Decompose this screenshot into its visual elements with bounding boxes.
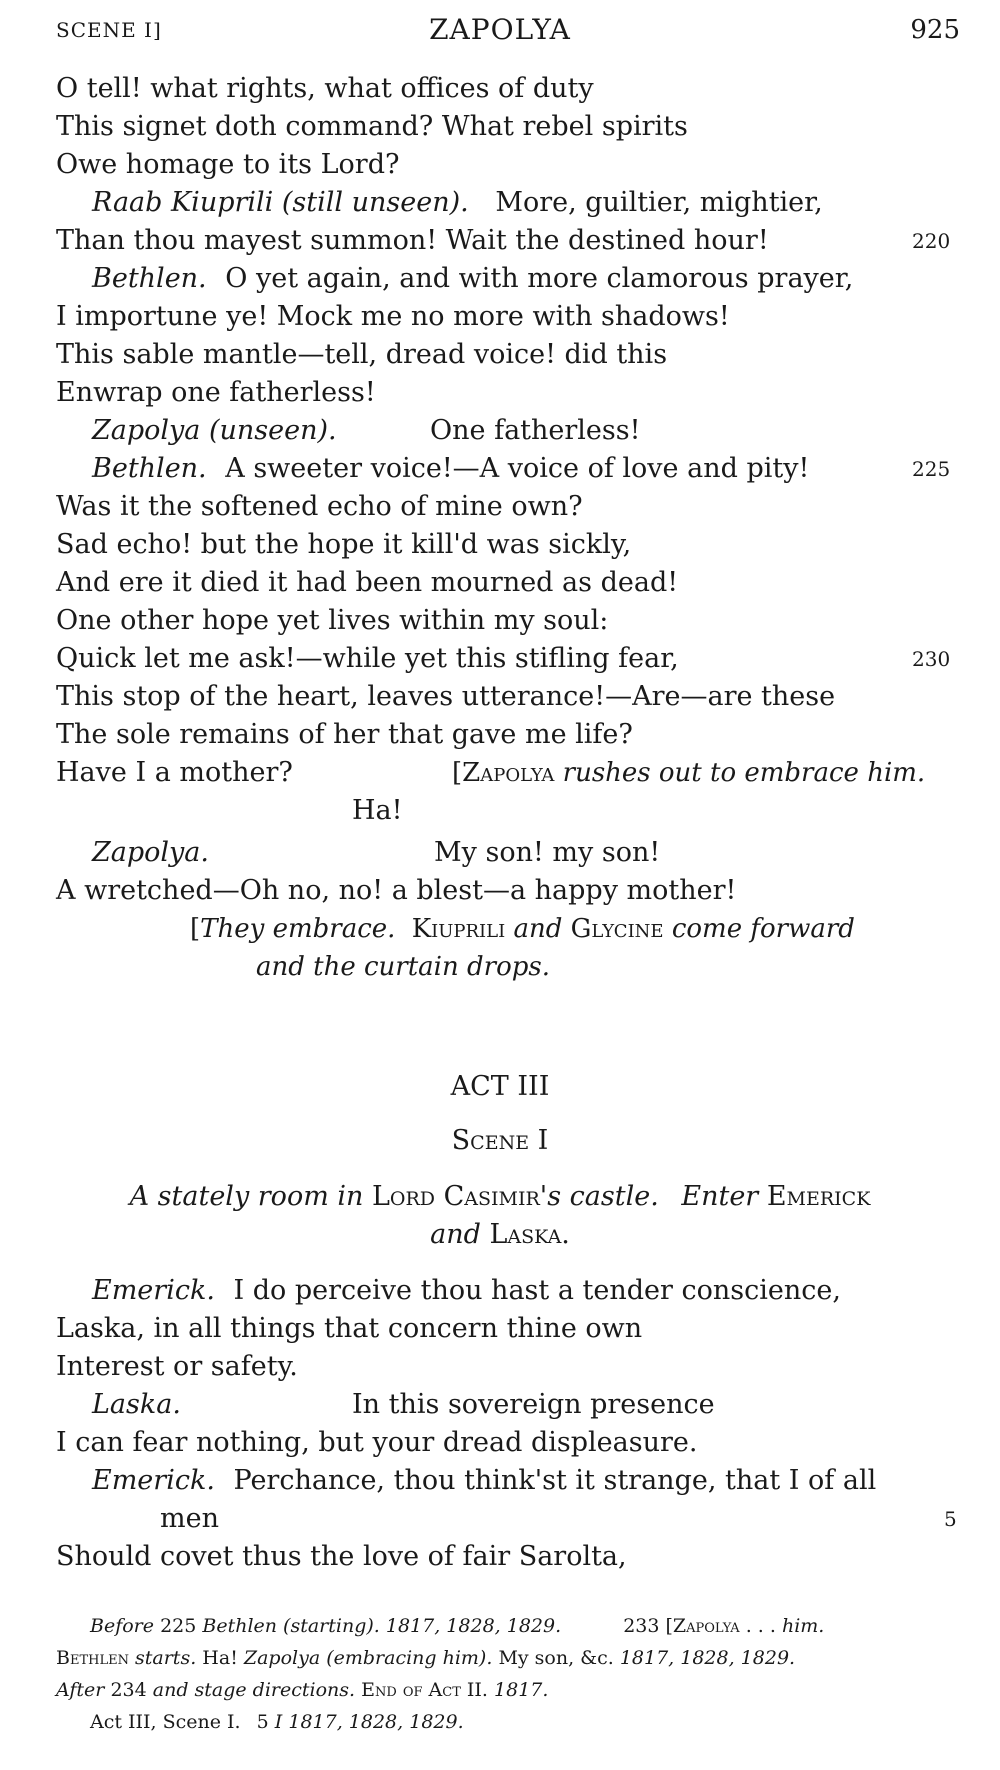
line-number: 230 [912, 647, 951, 671]
direction-text: and [513, 914, 563, 944]
verse-line: And ere it died it had been mourned as dead! [56, 567, 679, 598]
verse-line: Should covet thus the love of fair Sarolta, [56, 1541, 627, 1572]
line-number: 225 [912, 457, 951, 481]
footnote-text: 225 [160, 1615, 197, 1637]
verse-line: O tell! what rights, what offices of duty [56, 73, 594, 104]
verse-line: Was it the softened echo of mine own? [56, 491, 583, 522]
verse-line: This signet doth command? What rebel spirits [56, 111, 688, 142]
direction-text: Enter [681, 1181, 759, 1212]
verse-line: Sad echo! but the hope it kill'd was sickly, [56, 529, 632, 560]
footnote-text: 1817. [494, 1679, 549, 1701]
verse-line: Ha! [352, 795, 403, 826]
line-number: 220 [912, 229, 951, 253]
footnote-text: 1817, 1828, 1829. [619, 1647, 796, 1669]
character-name: Emerick [766, 1181, 871, 1212]
direction-text: and [430, 1219, 481, 1250]
speech-text: More, guiltier, mightier, [495, 187, 823, 218]
footnote-text: and stage directions. [152, 1679, 356, 1701]
running-header-scene: SCENE I] [56, 18, 162, 42]
speech-text: Perchance, thou think'st it strange, that I of all [233, 1465, 877, 1496]
running-header-title: ZAPOLYA [429, 13, 571, 46]
footnote-text: 5 [256, 1711, 269, 1733]
footnote-text: End of Act II. [361, 1679, 488, 1701]
character-name: Laska. [489, 1219, 570, 1250]
direction-text: They embrace. [200, 914, 396, 944]
speaker-name: Laska. [92, 1389, 181, 1420]
verse-line: A wretched—Oh no, no! a blest—a happy mother! [56, 875, 737, 906]
footnote-text: Zapolya . . . [672, 1615, 776, 1637]
character-name: Lord Casimir [372, 1181, 540, 1212]
verse-line [92, 412, 337, 450]
verse-line [92, 1272, 841, 1310]
footnote-text: I [274, 1711, 283, 1733]
footnote-line [90, 1706, 464, 1738]
speech-text: A sweeter voice!—A voice of love and pity! [225, 453, 810, 484]
verse-line [92, 1386, 181, 1424]
footnote-text: 234 [110, 1679, 147, 1701]
character-name: Glycine [570, 914, 664, 944]
footnote-text: starts. [135, 1647, 197, 1669]
verse-line: This sable mantle—tell, dread voice! did this [56, 339, 668, 370]
page-number: 925 [910, 15, 960, 45]
verse-line [92, 1462, 876, 1500]
verse-line: Owe homage to its Lord? [56, 149, 400, 180]
speech-text: In this sovereign presence [352, 1389, 715, 1420]
verse-line: Interest or safety. [56, 1351, 298, 1382]
stage-direction [0, 1216, 1000, 1254]
speaker-name: Emerick. [92, 1275, 215, 1306]
line-number: 5 [944, 1507, 957, 1531]
verse-line: I can fear nothing, but your dread displeasure. [56, 1427, 698, 1458]
scene-heading: Scene I [451, 1125, 549, 1156]
verse-line [92, 184, 823, 222]
speaker-name: Bethlen. [92, 263, 207, 294]
footnote-text: 233 [ [623, 1615, 673, 1637]
verse-line: The sole remains of her that gave me life? [56, 719, 633, 750]
speech-text: My son! my son! [434, 837, 661, 868]
stage-direction [452, 754, 925, 792]
footnote-line [56, 1674, 548, 1706]
footnote-text: Act III, Scene I. [90, 1711, 241, 1733]
verse-line: Laska, in all things that concern thine own [56, 1313, 643, 1344]
verse-line [92, 260, 853, 298]
speaker-name: Emerick. [92, 1465, 215, 1496]
speaker-name: Zapolya (unseen). [92, 415, 337, 446]
speaker-name: Raab Kiuprili (still unseen). [92, 187, 469, 218]
verse-line: Quick let me ask!—while yet this stifling fear, [56, 643, 679, 674]
footnote-text: 1817, 1828, 1829. [385, 1615, 562, 1637]
footnote-text: My son, &c. [498, 1647, 614, 1669]
verse-line: men [160, 1503, 219, 1534]
footnote-line [56, 1642, 795, 1674]
act-heading: ACT III [450, 1071, 550, 1102]
character-name: Kiuprili [411, 914, 506, 944]
verse-line [92, 450, 809, 488]
verse-line: One other hope yet lives within my soul: [56, 605, 609, 636]
character-name: Zapolya [462, 758, 555, 788]
speaker-name: Bethlen. [92, 453, 207, 484]
speaker-name: Zapolya. [92, 837, 209, 868]
speech-text: One fatherless! [430, 415, 641, 446]
footnote-text: Ha! [202, 1647, 238, 1669]
footnote-text: After [56, 1679, 105, 1701]
verse-line: Enwrap one fatherless! [56, 377, 376, 408]
stage-direction [190, 910, 855, 948]
direction-text: A stately room in [129, 1181, 364, 1212]
footnote-text: Bethlen (starting). [202, 1615, 380, 1637]
footnote-text: Before [90, 1615, 155, 1637]
direction-text: 's castle. [539, 1181, 659, 1212]
direction-text: come forward [671, 914, 855, 944]
footnote-text: 1817, 1828, 1829. [288, 1711, 464, 1733]
speech-text: I do perceive thou hast a tender conscience, [233, 1275, 841, 1306]
direction-text: rushes out to embrace him. [562, 758, 926, 788]
verse-line: Have I a mother? [56, 757, 293, 788]
bracket: [ [190, 914, 201, 944]
verse-line: This stop of the heart, leaves utterance!—Are—are these [56, 681, 836, 712]
footnote-text: him. [781, 1615, 825, 1637]
bracket: [ [452, 758, 463, 788]
verse-line [92, 834, 209, 872]
footnote-text: Bethlen [56, 1647, 129, 1669]
footnote-line [90, 1610, 824, 1642]
stage-direction [256, 948, 550, 986]
speech-text: O yet again, and with more clamorous prayer, [225, 263, 854, 294]
footnote-text: Zapolya (embracing him). [243, 1647, 493, 1669]
stage-direction [0, 1178, 1000, 1216]
verse-line: I importune ye! Mock me no more with shadows! [56, 301, 730, 332]
direction-text: and the curtain drops. [256, 952, 550, 982]
verse-line: Than thou mayest summon! Wait the destined hour! [56, 225, 769, 256]
